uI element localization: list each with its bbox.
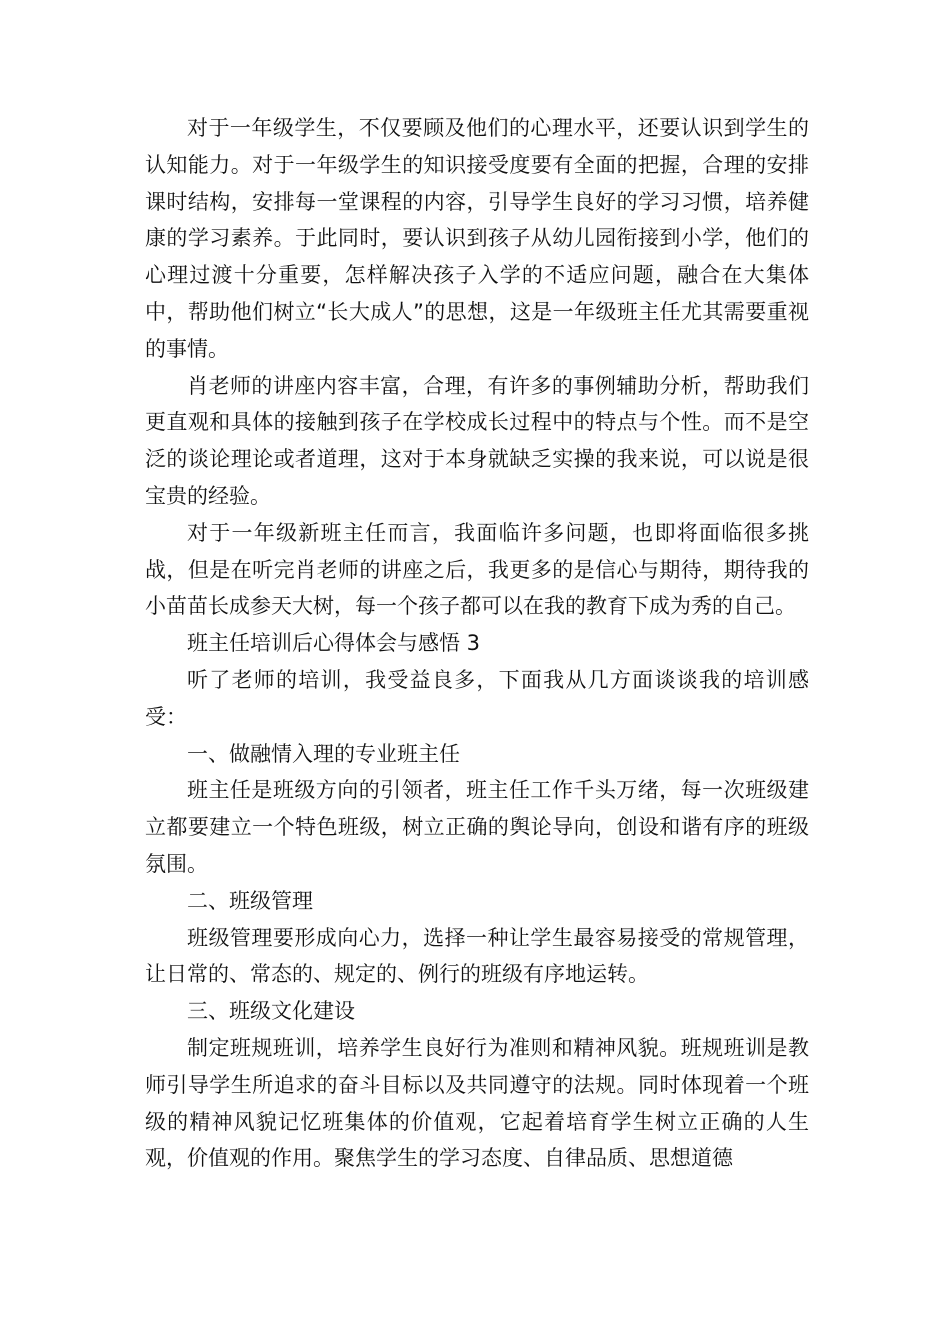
subheading-2: 二、班级管理 [187, 888, 313, 913]
paragraph-3: 对于一年级新班主任而言，我面临许多问题，也即将面临很多挑战，但是在听完肖老师的讲座之后，我更多的是信心与期待，期待我的小苗苗长成参天大树，每一个孩子都可以在我的教育下成为秀的自己。 [145, 520, 809, 619]
paragraph-subheading-2: 班级管理要形成向心力，选择一种让学生最容易接受的常规管理，让日常的、常态的、规定的、例行的班级有序地运转。 [145, 925, 809, 987]
paragraph-2: 肖老师的讲座内容丰富，合理，有许多的事例辅助分析，帮助我们更直观和具体的接触到孩子在学校成长过程中的特点与个性。而不是空泛的谈论理论或者道理，这对于本身就缺乏实操的我来说，可以说是很宝贵的经验。 [145, 373, 809, 508]
subheading-3: 三、班级文化建设 [187, 999, 355, 1024]
subheading-1: 一、做融情入理的专业班主任 [187, 741, 460, 766]
document-body [145, 110, 809, 1177]
paragraph-subheading-1: 班主任是班级方向的引领者，班主任工作千头万绪，每一次班级建立都要建立一个特色班级，树立正确的舆论导向，创设和谐有序的班级氛围。 [145, 778, 809, 876]
paragraph-subheading-3: 制定班规班训，培养学生良好行为准则和精神风貌。班规班训是教师引导学生所追求的奋斗目标以及共同遵守的法规。同时体现着一个班级的精神风貌记忆班集体的价值观，它起着培育学生树立正确的人生观，价值观的作用。聚焦学生的学习态度、自律品质、思想道德 [145, 1035, 809, 1171]
paragraph-intro: 听了老师的培训，我受益良多，下面我从几方面谈谈我的培训感受： [145, 667, 809, 729]
paragraph-1: 对于一年级学生，不仅要顾及他们的心理水平，还要认识到学生的认知能力。对于一年级学生的知识接受度要有全面的把握，合理的安排课时结构，安排每一堂课程的内容，引导学生良好的学习习惯，培养健康的学习素养。于此同时，要认识到孩子从幼儿园衔接到小学，他们的心理过渡十分重要，怎样解决孩子入学的不适应问题，融合在大集体中，帮助他们树立“长大成人”的思想，这是一年级班主任尤其需要重视的事情。 [145, 116, 809, 361]
section-heading-3: 班主任培训后心得体会与感悟 3 [187, 631, 481, 656]
